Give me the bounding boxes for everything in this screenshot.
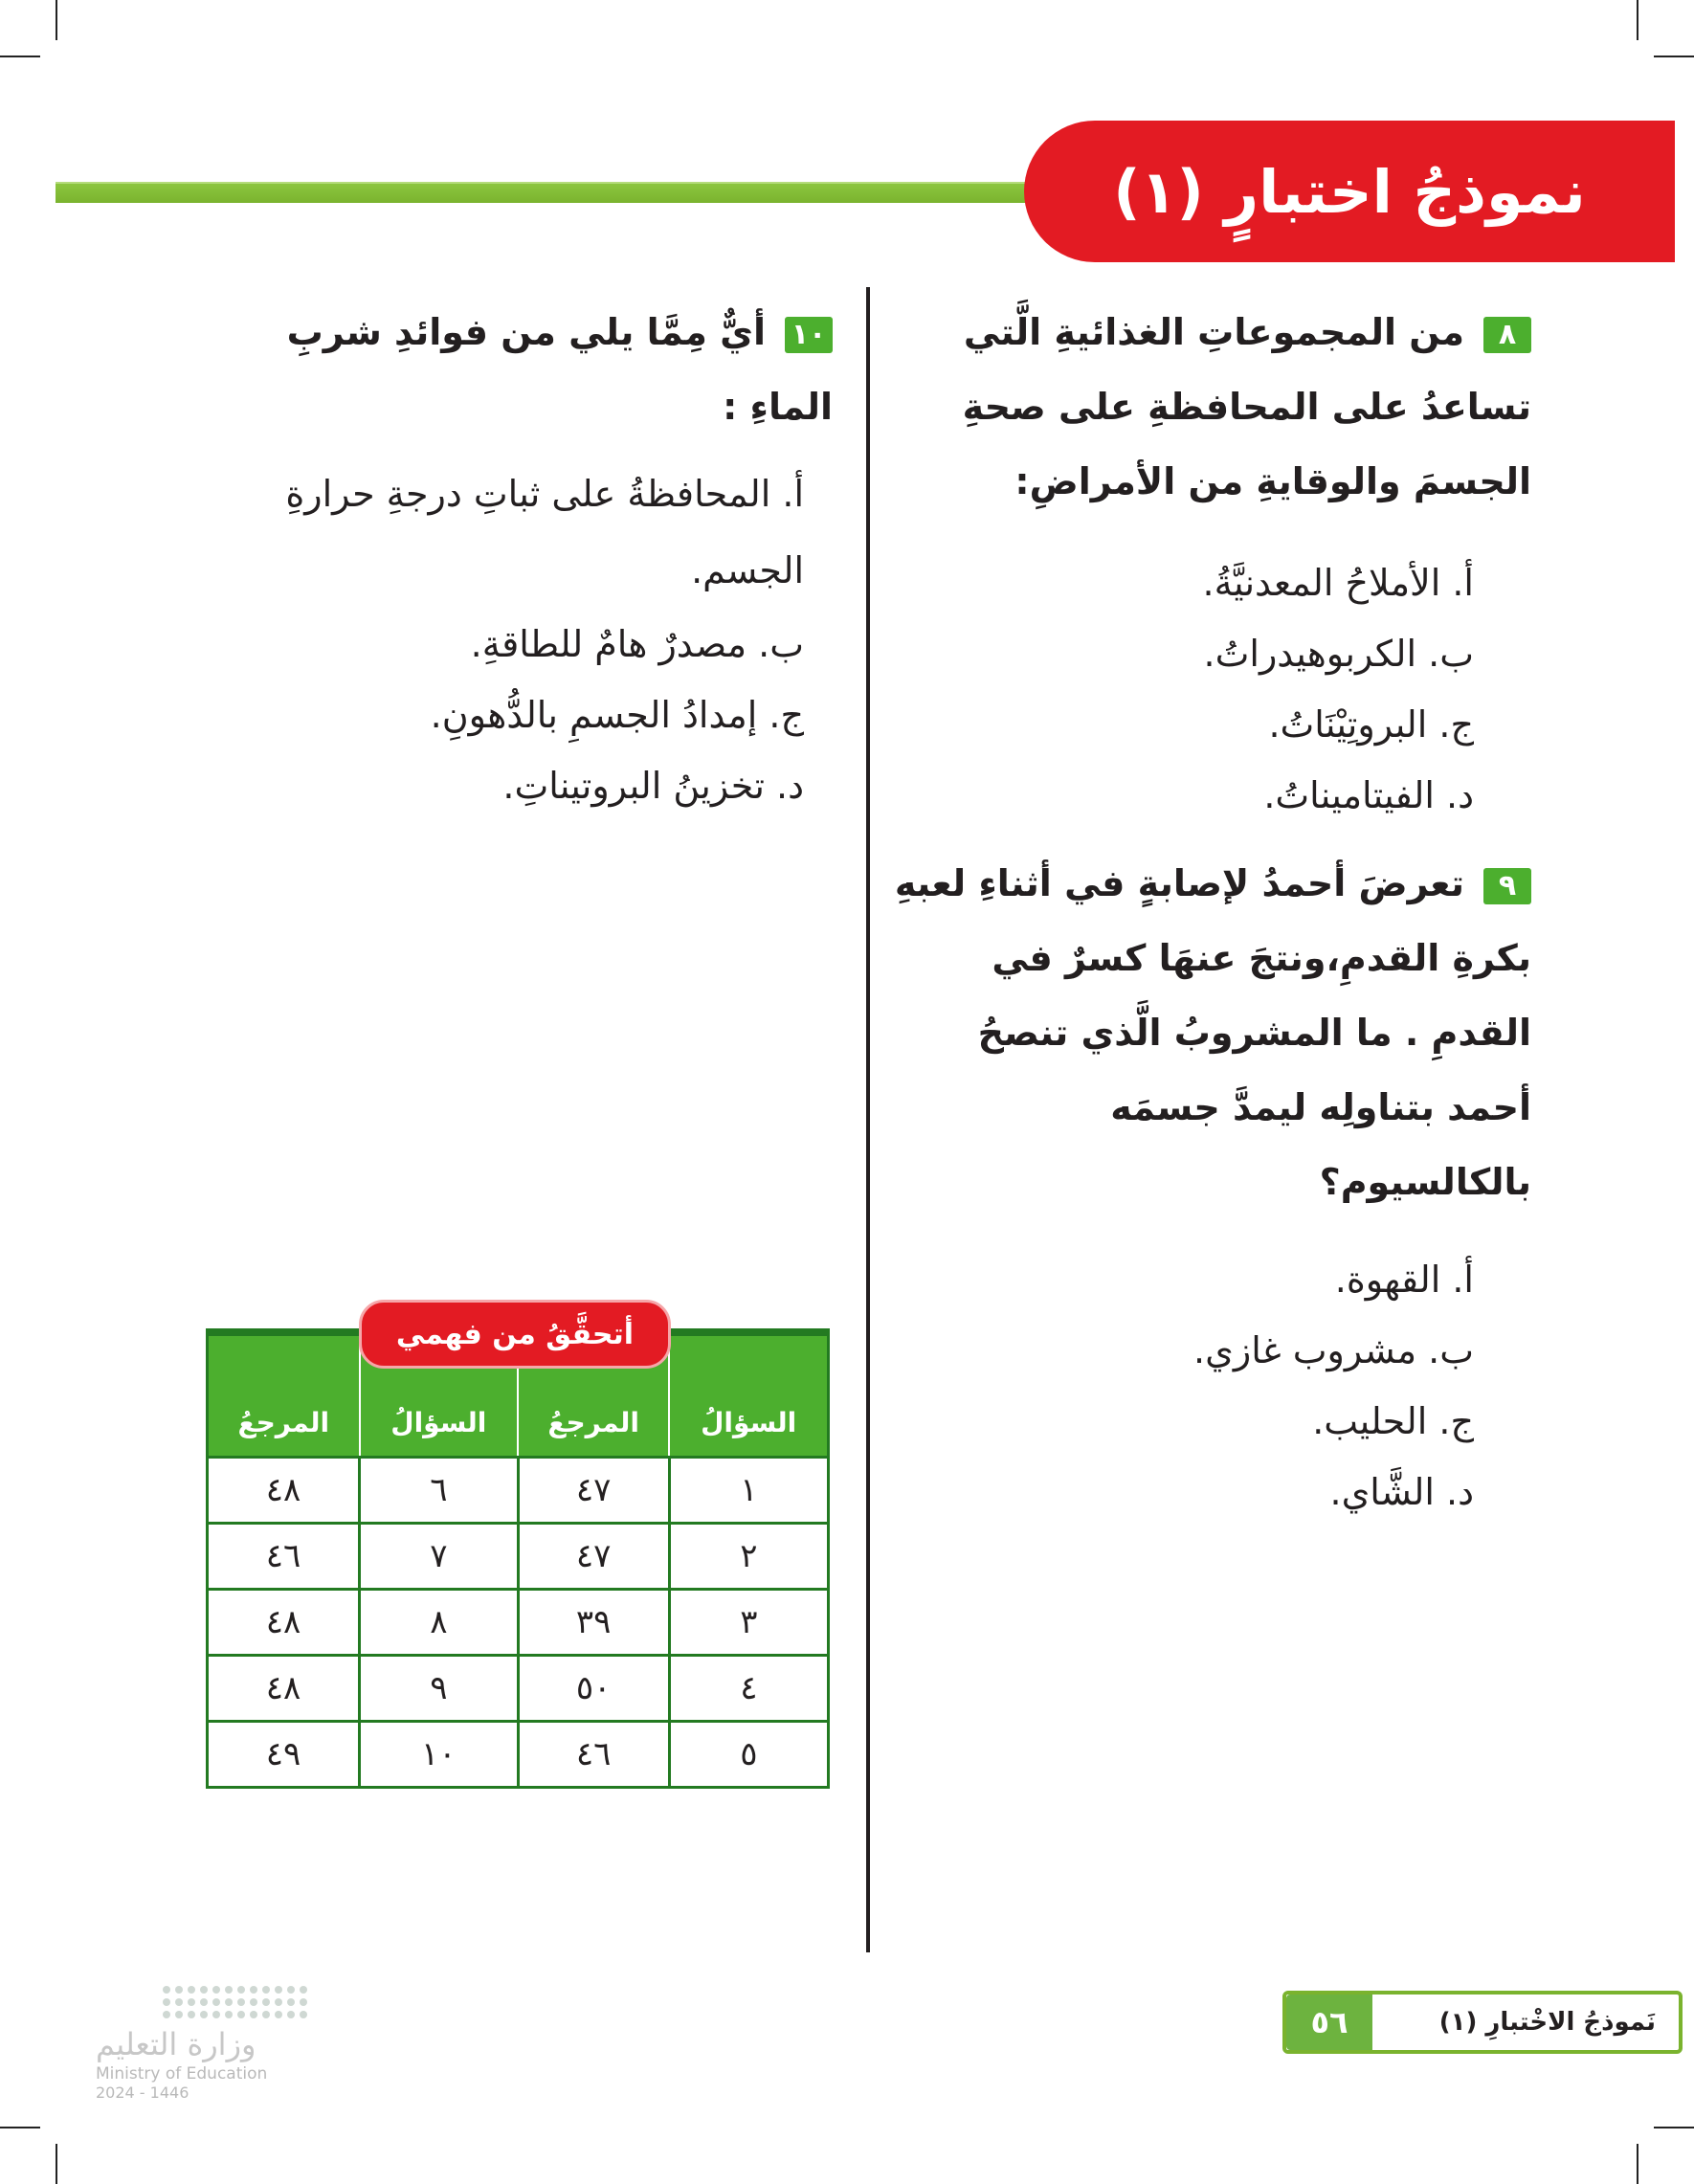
option[interactable]: أ. المحافظةُ على ثباتِ درجةِ حرارةِ الجسم. xyxy=(285,473,804,591)
table-cell: ٤٦ xyxy=(208,1524,360,1590)
crop-mark xyxy=(0,56,40,57)
table-cell: ٧ xyxy=(360,1524,518,1590)
table-row xyxy=(208,1458,829,1524)
question-8-text: ٨من المجموعاتِ الغذائيةِ الَّتي تساعدُ على المحافظةِ على صحةِ الجسمَ والوقايةِ من الأمراضِ: xyxy=(962,311,1531,502)
table-cell: ١٠ xyxy=(360,1722,518,1788)
table-cell: ٤٧ xyxy=(518,1524,669,1590)
question-10-options xyxy=(201,456,833,821)
question-9-options xyxy=(890,1244,1531,1527)
table-cell: ٤٨ xyxy=(208,1590,360,1656)
answer-key-table xyxy=(206,1328,830,1789)
table-cell: ٤ xyxy=(669,1656,828,1722)
option[interactable]: د. تخزينُ البروتيناتِ. xyxy=(502,765,804,807)
option[interactable]: أ. الأملاحُ المعدنيَّةُ. xyxy=(1202,562,1474,604)
page-title: نموذجُ اختبارٍ (١) xyxy=(1113,156,1586,227)
column-header: المرجعُ xyxy=(208,1332,360,1458)
table-row xyxy=(208,1722,829,1788)
question-number: ٩ xyxy=(1483,868,1531,904)
ministry-year: 2024 - 1446 xyxy=(96,2084,189,2102)
ministry-logo xyxy=(96,1986,325,2102)
page-number: ٥٦ xyxy=(1286,1995,1372,2050)
option[interactable]: ج. البروتِيْنَاتُ. xyxy=(1268,703,1474,746)
table-cell: ٣ xyxy=(669,1590,828,1656)
crop-mark xyxy=(1654,56,1694,57)
column-header: المرجعُ xyxy=(518,1332,669,1458)
table-cell: ٤٧ xyxy=(518,1458,669,1524)
crop-mark xyxy=(1654,2127,1694,2128)
table-cell: ٦ xyxy=(360,1458,518,1524)
table-cell: ٣٩ xyxy=(518,1590,669,1656)
ministry-name-ar: وزارة التعليم xyxy=(96,2026,256,2062)
column-header: السؤالُ xyxy=(360,1332,518,1458)
option[interactable]: ب. مشروب غازي. xyxy=(1193,1329,1474,1371)
crop-mark xyxy=(1637,2144,1638,2184)
question-8-options xyxy=(890,547,1531,831)
table-cell: ٤٨ xyxy=(208,1656,360,1722)
option[interactable]: د. الفيتاميناتُ. xyxy=(1263,774,1474,816)
option[interactable]: د. الشَّاي. xyxy=(1329,1471,1474,1513)
table-row xyxy=(208,1590,829,1656)
title-banner xyxy=(1024,121,1675,262)
question-9-text: ٩تعرضَ أحمدُ لإصابةٍ في أثناءِ لعبهِ بكرةِ القدمِ،ونتجَ عنهَا كسرٌ في القدمِ . ما المشروبُ الَّذي تنصحُ أحمد بتناولِه ليمدَّ جسمَه بالكالسيوم؟ xyxy=(894,862,1531,1203)
question-9 xyxy=(890,846,1531,1527)
ministry-dots-icon xyxy=(163,1986,325,2018)
ministry-name-en: Ministry of Education xyxy=(96,2064,268,2084)
crop-mark xyxy=(56,0,57,40)
question-number: ٨ xyxy=(1483,317,1531,353)
table-cell: ٥٠ xyxy=(518,1656,669,1722)
option[interactable]: ب. مصدرٌ هامٌ للطاقةِ. xyxy=(470,623,804,665)
option[interactable]: ج. الحليب. xyxy=(1312,1400,1474,1442)
table-cell: ٤٩ xyxy=(208,1722,360,1788)
crop-mark xyxy=(56,2144,57,2184)
table-row xyxy=(208,1656,829,1722)
check-badge: أتحقَّقُ من فهمي xyxy=(359,1300,671,1369)
table-row xyxy=(208,1524,829,1590)
question-number: ١٠ xyxy=(785,317,833,353)
table-cell: ٩ xyxy=(360,1656,518,1722)
table-cell: ٤٦ xyxy=(518,1722,669,1788)
table-cell: ٨ xyxy=(360,1590,518,1656)
question-8 xyxy=(890,295,1531,831)
table-cell: ٤٨ xyxy=(208,1458,360,1524)
footer-title: نَموذجُ الاخْتبارِ (١) xyxy=(1438,2008,1656,2037)
crop-mark xyxy=(0,2127,40,2128)
column-header: السؤالُ xyxy=(669,1332,828,1458)
option[interactable]: ج. إمدادُ الجسمِ بالدُّهونِ. xyxy=(430,694,804,736)
table-cell: ٥ xyxy=(669,1722,828,1788)
column-divider xyxy=(866,287,870,1952)
option[interactable]: أ. القهوة. xyxy=(1334,1259,1474,1301)
table-cell: ٢ xyxy=(669,1524,828,1590)
question-10 xyxy=(201,295,833,821)
question-10-text: ١٠أيٌّ مِمَّا يلي من فوائدِ شربِ الماءِ : xyxy=(286,311,833,428)
footer-page-label xyxy=(1282,1991,1683,2054)
header-rule xyxy=(56,182,1051,203)
crop-mark xyxy=(1637,0,1638,40)
option[interactable]: ب. الكربوهيدراتُ. xyxy=(1203,633,1474,675)
check-table xyxy=(206,1317,830,1789)
table-cell: ١ xyxy=(669,1458,828,1524)
